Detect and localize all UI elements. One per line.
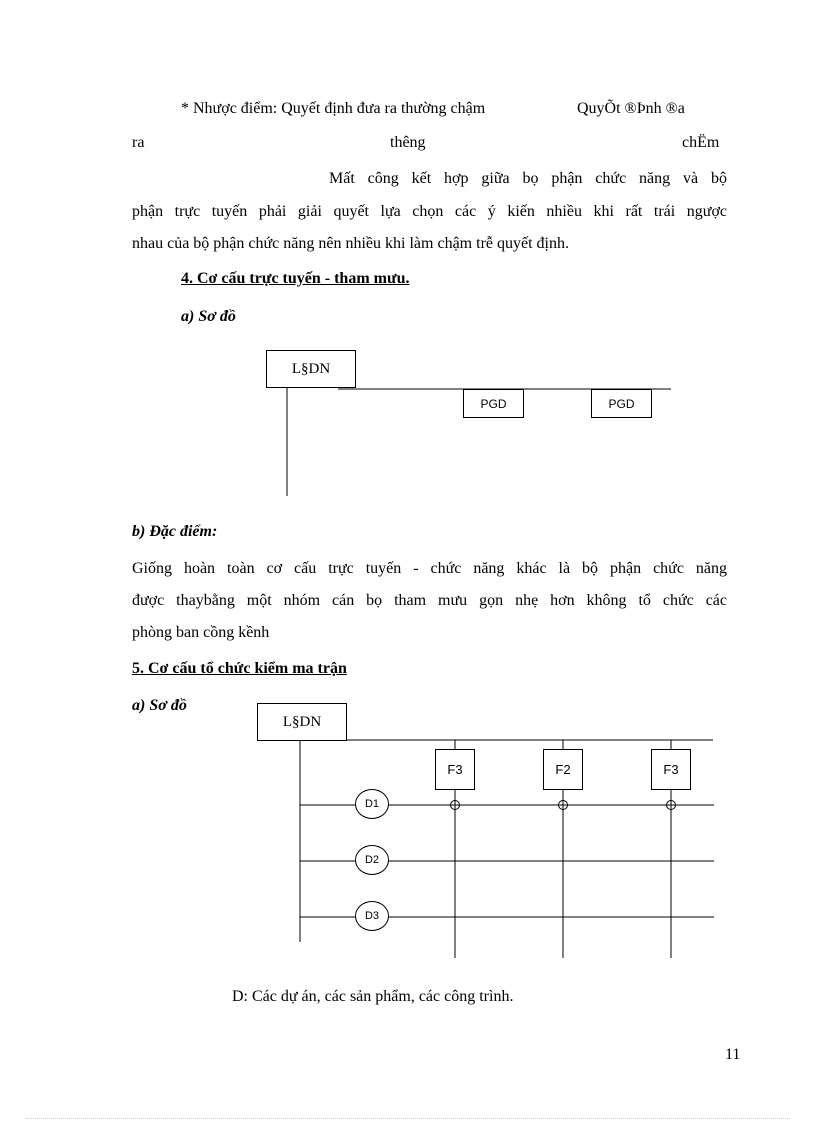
garbled-text-1: QuyÕt ®Þnh ®a [577, 100, 685, 117]
drawback-line-4: phận trực tuyến phải giải quyết lựa chọn các ý kiến nhiều khi rất trái ngược [132, 203, 727, 220]
section-4-body-line-3: phòng ban cồng kềnh [132, 624, 270, 641]
matrix-leader-box [257, 703, 347, 741]
leader-box [266, 350, 356, 388]
project-node-d2-label: D2 [364, 854, 380, 866]
section-4-body-line-1: Giống hoàn toàn cơ cấu trực tuyến - chức năng khác là bộ phận chức năng [132, 560, 727, 577]
leader-box-label: L§DN [291, 360, 331, 377]
section-4-heading: 4. Cơ cấu trực tuyến - tham mưu. [181, 270, 410, 287]
garbled-word-cham: chËm [682, 134, 720, 151]
junction-1-2 [559, 801, 568, 810]
junction-1-3 [667, 801, 676, 810]
pgd-box-1-label: PGD [480, 396, 507, 411]
drawback-line-3: Mất công kết hợp giữa bọ phận chức năng và bộ [329, 170, 727, 187]
function-box-2-label: F2 [555, 762, 571, 777]
function-box-1-label: F3 [447, 762, 463, 777]
project-node-d1-label: D1 [364, 798, 380, 810]
project-node-d2 [355, 845, 389, 875]
junction-1-1 [451, 801, 460, 810]
matrix-leader-box-label: L§DN [282, 713, 322, 730]
garbled-word-thuong: thêng [390, 134, 426, 151]
garbled-word-ra: ra [132, 134, 145, 151]
drawback-line-1: * Nhược điểm: Quyết định đưa ra thường chậm [181, 100, 486, 117]
function-box-3 [651, 749, 691, 790]
matrix-legend-note: D: Các dự án, các sản phẩm, các công trình. [232, 988, 514, 1005]
function-box-3-label: F3 [663, 762, 679, 777]
pgd-box-2 [591, 389, 652, 418]
page-number: 11 [725, 1046, 741, 1063]
section-5-sub-a: a) Sơ đồ [132, 697, 187, 714]
drawback-line-5: nhau của bộ phận chức năng nên nhiều khi làm chậm trễ quyết định. [132, 235, 569, 252]
function-box-1 [435, 749, 475, 790]
section-4-sub-a: a) Sơ đồ [181, 308, 236, 325]
page-bottom-border [26, 1118, 790, 1119]
project-node-d3 [355, 901, 389, 931]
project-node-d1 [355, 789, 389, 819]
pgd-box-2-label: PGD [608, 396, 635, 411]
pgd-box-1 [463, 389, 524, 418]
project-node-d3-label: D3 [364, 910, 380, 922]
section-4-sub-b: b) Đặc điểm: [132, 523, 218, 540]
function-box-2 [543, 749, 583, 790]
section-4-body-line-2: được thaybằng một nhóm cán bọ tham mưu gọn nhẹ hơn không tổ chức các [132, 592, 727, 609]
section-5-heading: 5. Cơ cấu tổ chức kiểm ma trận [132, 660, 347, 677]
